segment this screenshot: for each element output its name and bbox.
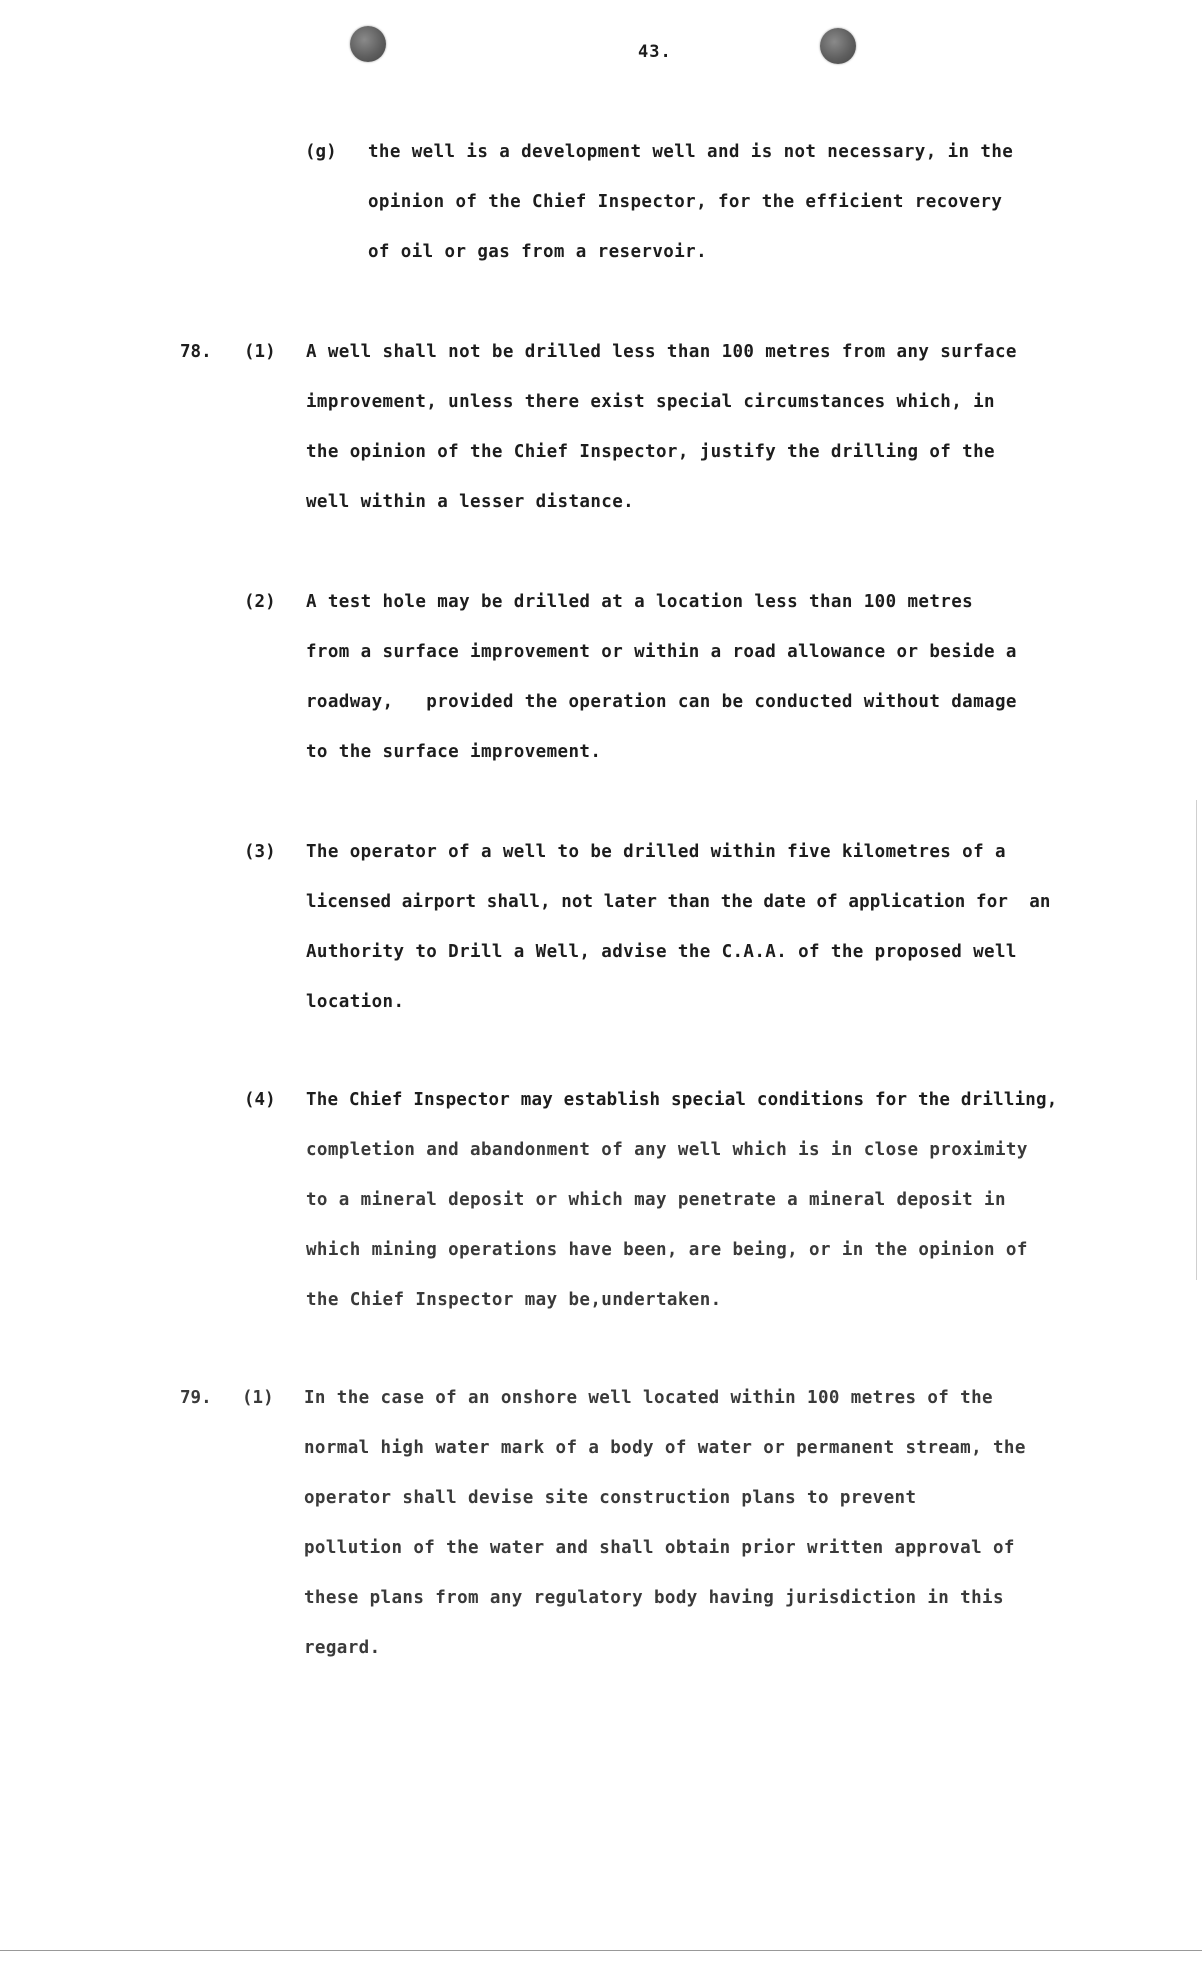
- section-78-3-line: Authority to Drill a Well, advise the C.A.A. of the proposed well: [306, 942, 1017, 962]
- scan-edge-bottom: [0, 1950, 1202, 1951]
- clause-g-line: of oil or gas from a reservoir.: [368, 242, 708, 262]
- scan-edge-right: [1196, 800, 1197, 1280]
- section-78-4-line: completion and abandonment of any well which is in close proximity: [306, 1140, 1028, 1160]
- punch-hole-right: [820, 28, 856, 64]
- section-78-2-marker: (2): [244, 592, 276, 612]
- section-78-2-line: from a surface improvement or within a road allowance or beside a: [306, 642, 1017, 662]
- section-78-3-line: location.: [306, 992, 405, 1012]
- section-78-1-line: improvement, unless there exist special circumstances which, in: [306, 392, 995, 412]
- section-79-1-line: regard.: [304, 1638, 381, 1658]
- section-78-3-line: The operator of a well to be drilled within five kilometres of a: [306, 842, 1006, 862]
- section-78-2-line: to the surface improvement.: [306, 742, 602, 762]
- section-78-2-line: roadway, provided the operation can be conducted without damage: [306, 692, 1017, 712]
- section-79-1-line: normal high water mark of a body of water or permanent stream, the: [304, 1438, 1026, 1458]
- section-78-number: 78.: [180, 342, 212, 362]
- section-78-4-marker: (4): [244, 1090, 276, 1110]
- section-79-1-line: In the case of an onshore well located within 100 metres of the: [304, 1388, 993, 1408]
- section-79-1-line: pollution of the water and shall obtain prior written approval of: [304, 1538, 1015, 1558]
- section-79-1-line: operator shall devise site construction plans to prevent: [304, 1488, 917, 1508]
- section-78-4-line: which mining operations have been, are being, or in the opinion of: [306, 1240, 1028, 1260]
- clause-g-line: the well is a development well and is not necessary, in the: [368, 142, 1014, 162]
- clause-g-line: opinion of the Chief Inspector, for the efficient recovery: [368, 192, 1003, 212]
- section-78-4-line: the Chief Inspector may be,undertaken.: [306, 1290, 722, 1310]
- section-79-1-line: these plans from any regulatory body having jurisdiction in this: [304, 1588, 1004, 1608]
- section-78-3-line: licensed airport shall, not later than the date of application for an: [306, 892, 1051, 912]
- section-78-3-marker: (3): [244, 842, 276, 862]
- section-78-1-line: the opinion of the Chief Inspector, justify the drilling of the: [306, 442, 995, 462]
- section-78-4-line: to a mineral deposit or which may penetrate a mineral deposit in: [306, 1190, 1006, 1210]
- section-78-1-line: well within a lesser distance.: [306, 492, 635, 512]
- section-78-2-line: A test hole may be drilled at a location less than 100 metres: [306, 592, 974, 612]
- section-78-1-marker: (1): [244, 342, 276, 362]
- punch-hole-left: [350, 26, 386, 62]
- section-79-1-marker: (1): [242, 1388, 274, 1408]
- section-78-1-line: A well shall not be drilled less than 100 metres from any surface: [306, 342, 1017, 362]
- page-number: 43.: [638, 42, 672, 62]
- clause-g-marker: (g): [305, 142, 337, 162]
- section-79-number: 79.: [180, 1388, 212, 1408]
- section-78-4-line: The Chief Inspector may establish special conditions for the drilling,: [306, 1090, 1058, 1110]
